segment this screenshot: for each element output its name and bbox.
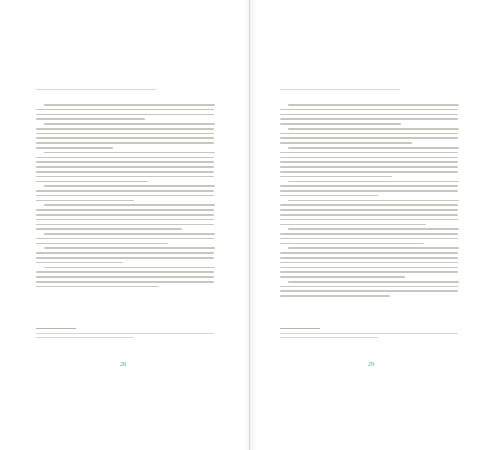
text-line (280, 214, 458, 216)
text-line (288, 104, 459, 106)
text-line (288, 200, 459, 202)
text-line (36, 271, 214, 273)
text-line (280, 190, 458, 192)
text-line (280, 166, 458, 168)
paragraph-text (280, 128, 281, 129)
text-line (280, 219, 458, 221)
text-line (288, 228, 459, 230)
text-line (36, 181, 148, 183)
text-line (280, 243, 424, 245)
paragraph-text (36, 123, 37, 124)
text-line (44, 185, 215, 187)
text-line (36, 257, 214, 259)
text-line (44, 152, 215, 154)
text-line (36, 137, 214, 139)
text-line (280, 276, 405, 278)
text-line (288, 281, 459, 283)
text-line (280, 161, 458, 163)
text-line (280, 123, 401, 125)
text-line (44, 204, 215, 206)
paragraph (280, 200, 458, 226)
text-line (280, 267, 458, 269)
text-line (280, 185, 458, 187)
text-line (280, 176, 392, 178)
text-line (280, 257, 458, 259)
paragraph (36, 185, 214, 201)
paragraph-text (280, 181, 281, 182)
paragraph (280, 147, 458, 177)
text-line (36, 214, 214, 216)
text-line (280, 224, 426, 226)
text-line (280, 137, 458, 139)
text-line (280, 152, 458, 154)
text-line (36, 286, 159, 288)
text-line (36, 176, 214, 178)
running-head-rule (36, 89, 156, 90)
paragraph-text (280, 147, 281, 148)
text-line (36, 252, 214, 254)
paragraph-text (280, 200, 281, 201)
paragraph (36, 123, 214, 149)
text-line (280, 295, 390, 297)
paragraph-text (36, 247, 37, 248)
text-line (36, 281, 214, 283)
text-line (280, 114, 458, 116)
text-line (44, 123, 215, 125)
text-line (36, 157, 214, 159)
text-line (280, 290, 458, 292)
footnote-right (280, 333, 458, 341)
text-line (36, 238, 214, 240)
paragraph-text (280, 281, 281, 282)
paragraph (280, 247, 458, 277)
running-head-right (280, 92, 454, 100)
text-line (36, 262, 123, 264)
paragraph-text (36, 267, 37, 268)
text-line (288, 128, 459, 130)
text-line (36, 128, 214, 130)
text-line (36, 133, 214, 135)
text-line (36, 109, 214, 111)
text-line (36, 147, 113, 149)
text-line (36, 118, 145, 120)
footnote-line (280, 333, 458, 334)
text-line (280, 118, 458, 120)
text-line (36, 142, 214, 144)
paragraph (280, 181, 458, 197)
text-line (36, 224, 214, 226)
running-head-left (36, 92, 210, 100)
text-line (280, 286, 458, 288)
text-line (288, 181, 459, 183)
running-head-rule (280, 89, 400, 90)
text-line (288, 147, 459, 149)
text-line (44, 104, 215, 106)
text-line (280, 238, 458, 240)
paragraph (36, 204, 214, 230)
text-line (36, 200, 134, 202)
text-line (44, 247, 215, 249)
text-line (36, 219, 214, 221)
page-number-right: 29 (368, 362, 374, 368)
paragraph-text (36, 233, 37, 234)
text-line (36, 209, 214, 211)
text-line (44, 267, 215, 269)
text-line (280, 233, 458, 235)
body-text-left (36, 104, 214, 290)
footnote-rule-right (280, 328, 320, 329)
text-line (36, 166, 214, 168)
text-line (280, 262, 458, 264)
text-line (280, 142, 412, 144)
paragraph (36, 247, 214, 263)
text-line (44, 233, 215, 235)
text-line (280, 204, 458, 206)
paragraph (36, 267, 214, 288)
text-line (280, 133, 458, 135)
paragraph (280, 281, 458, 297)
text-line (36, 171, 214, 173)
text-line (280, 109, 458, 111)
text-line (280, 157, 458, 159)
text-line (280, 271, 458, 273)
paragraph-text (36, 152, 37, 153)
text-line (36, 161, 214, 163)
paragraph-text (36, 204, 37, 205)
text-line (280, 171, 458, 173)
page-number-left: 28 (120, 362, 126, 368)
text-line (36, 190, 214, 192)
paragraph-text (280, 228, 281, 229)
text-line (36, 276, 214, 278)
text-line (36, 243, 168, 245)
footnote-line (36, 337, 134, 338)
footnote-rule-left (36, 328, 76, 329)
body-text-right (280, 104, 458, 300)
text-line (36, 195, 214, 197)
text-line (288, 247, 459, 249)
text-line (280, 209, 458, 211)
right-page (250, 0, 500, 450)
paragraph-text (36, 104, 37, 105)
text-line (36, 114, 214, 116)
footnote-line (36, 333, 214, 334)
text-line (280, 252, 458, 254)
footnote-line (280, 337, 378, 338)
text-line (280, 195, 378, 197)
text-line (36, 228, 182, 230)
paragraph (280, 104, 458, 125)
paragraph (36, 152, 214, 182)
paragraph-text (280, 104, 281, 105)
paragraph (36, 104, 214, 120)
paragraph (280, 128, 458, 144)
paragraph-text (280, 247, 281, 248)
paragraph-text (36, 185, 37, 186)
footnote-left (36, 333, 214, 341)
paragraph (36, 233, 214, 244)
paragraph (280, 228, 458, 244)
